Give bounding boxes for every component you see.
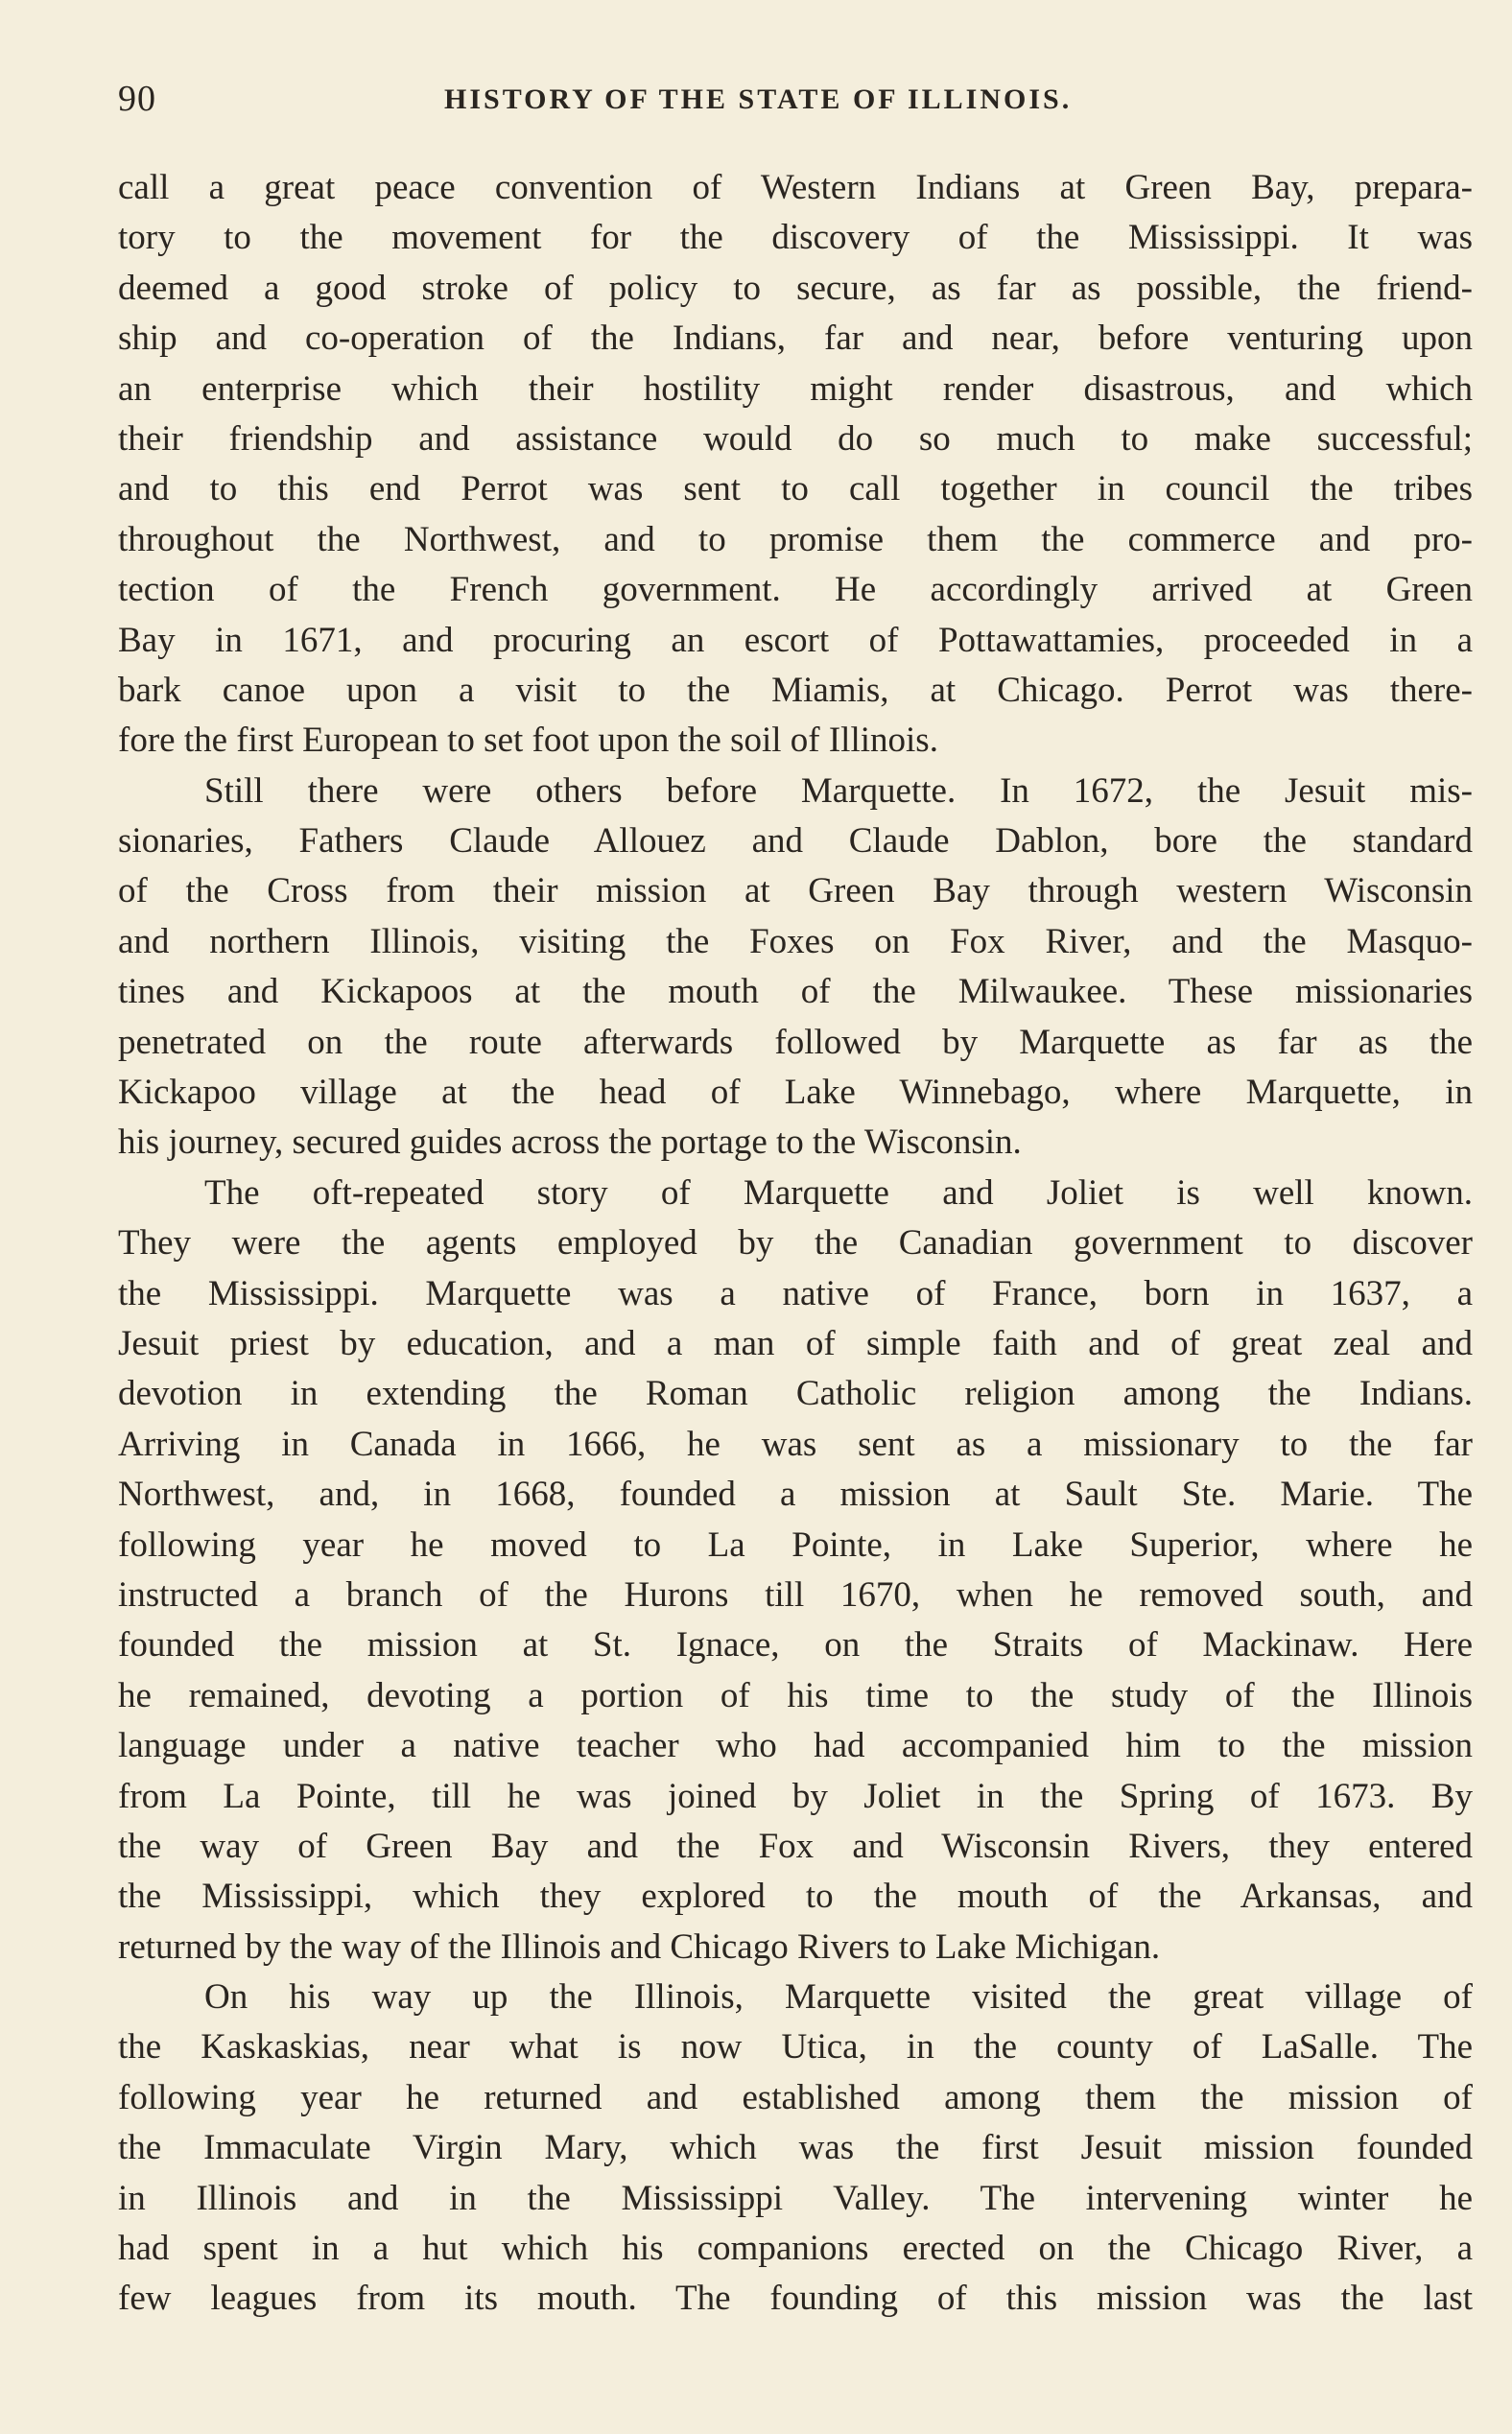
text-line: Arriving in Canada in 1666, he was sent as a missionary to the far [118,1424,1473,1464]
text-line: his journey, secured guides across the portage to the Wisconsin. [118,1122,1022,1163]
text-line: penetrated on the route afterwards followed by Marquette as far as the [118,1022,1473,1062]
text-line: devotion in extending the Roman Catholic religion among the Indians. [118,1374,1473,1414]
text-line: the Immaculate Virgin Mary, which was the first Jesuit mission founded [118,2128,1473,2168]
text-line: fore the first European to set foot upon the soil of Illinois. [118,721,938,761]
text-line: from La Pointe, till he was joined by Joliet in the Spring of 1673. By [118,1776,1473,1816]
page-header [118,75,1473,123]
text-line: ship and co-operation of the Indians, far and near, before venturing upon [118,319,1473,359]
text-line: call a great peace convention of Western Indians at Green Bay, prepara- [118,168,1473,207]
text-line: tines and Kickapoos at the mouth of the Milwaukee. These missionaries [118,972,1473,1012]
text-line: Bay in 1671, and procuring an escort of Pottawattamies, proceeded in a [118,620,1473,660]
page-number: 90 [118,79,156,119]
text-line: deemed a good stroke of policy to secure, as far as possible, the friend- [118,268,1473,308]
text-line: Northwest, and, in 1668, founded a mission at Sault Ste. Marie. The [118,1475,1473,1515]
text-line: Still there were others before Marquette. In 1672, the Jesuit mis- [204,770,1473,811]
text-line: following year he moved to La Pointe, in Lake Superior, where he [118,1524,1473,1565]
text-line: Jesuit priest by education, and a man of simple faith and of great zeal and [118,1323,1473,1363]
text-line: the Mississippi. Marquette was a native of France, born in 1637, a [118,1273,1473,1313]
text-line: On his way up the Illinois, Marquette visited the great village of [204,1977,1473,2018]
text-line: the Kaskaskias, near what is now Utica, in the county of LaSalle. The [118,2027,1473,2068]
text-line: They were the agents employed by the Canadian government to discover [118,1223,1473,1264]
text-line: throughout the Northwest, and to promise them the commerce and pro- [118,519,1473,559]
text-line: following year he returned and established among them the mission of [118,2077,1473,2117]
text-line: The oft-repeated story of Marquette and Joliet is well known. [204,1172,1473,1213]
text-line: instructed a branch of the Hurons till 1670, when he removed south, and [118,1574,1473,1615]
text-line: few leagues from its mouth. The founding of this mission was the last [118,2279,1473,2319]
text-line: tection of the French government. He accordingly arrived at Green [118,570,1473,610]
text-line: had spent in a hut which his companions erected on the Chicago River, a [118,2229,1473,2269]
text-line: of the Cross from their mission at Green Bay through western Wisconsin [118,871,1473,911]
text-line: language under a native teacher who had accompanied him to the mission [118,1726,1473,1766]
running-head: HISTORY OF THE STATE OF ILLINOIS. [444,83,1073,115]
text-line: sionaries, Fathers Claude Allouez and Claude Dablon, bore the standard [118,821,1473,862]
text-line: the Mississippi, which they explored to the mouth of the Arkansas, and [118,1877,1473,1917]
text-line: an enterprise which their hostility might render disastrous, and which [118,368,1473,409]
text-line: founded the mission at St. Ignace, on the Straits of Mackinaw. Here [118,1625,1473,1666]
text-line: tory to the movement for the discovery of the Mississippi. It was [118,218,1473,258]
text-line: Kickapoo village at the head of Lake Winnebago, where Marquette, in [118,1073,1473,1113]
body-text [118,163,1473,2325]
text-line: in Illinois and in the Mississippi Valley. The intervening winter he [118,2178,1473,2218]
text-line: returned by the way of the Illinois and Chicago Rivers to Lake Michigan. [118,1926,1161,1967]
text-line: bark canoe upon a visit to the Miamis, at Chicago. Perrot was there- [118,670,1473,710]
text-line: the way of Green Bay and the Fox and Wisconsin Rivers, they entered [118,1826,1473,1866]
text-line: he remained, devoting a portion of his time to the study of the Illinois [118,1675,1473,1715]
text-line: and northern Illinois, visiting the Foxes on Fox River, and the Masquo- [118,921,1473,961]
text-line: and to this end Perrot was sent to call together in council the tribes [118,469,1473,509]
text-line: their friendship and assistance would do so much to make successful; [118,418,1473,459]
